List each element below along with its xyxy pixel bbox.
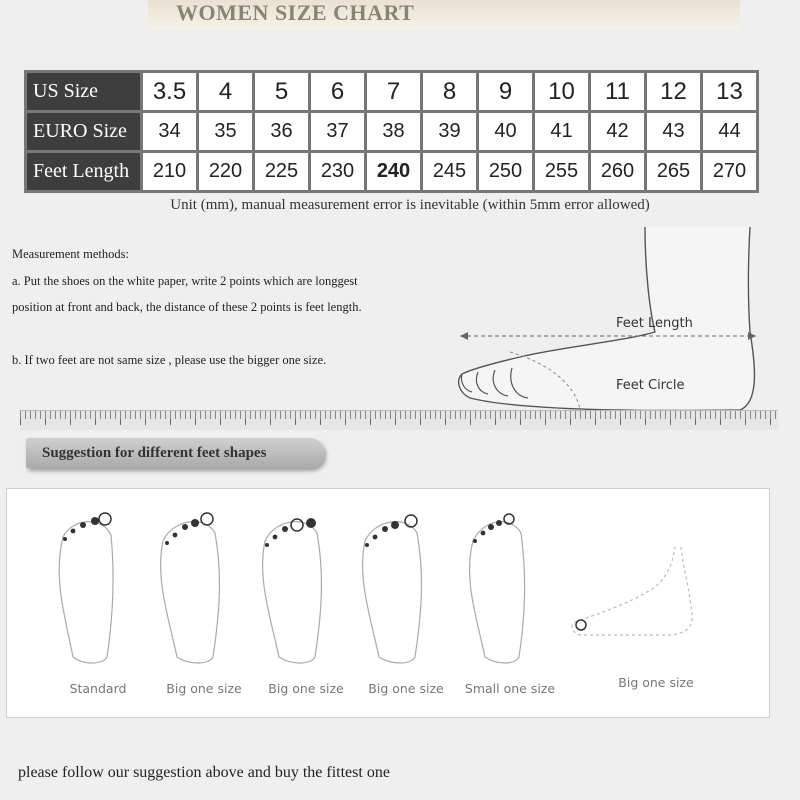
size-cell: 8 bbox=[422, 72, 478, 112]
foot-outline-icon bbox=[43, 507, 133, 667]
shape-caption: Big one size bbox=[268, 681, 344, 696]
size-cell: 40 bbox=[478, 112, 534, 152]
footer-text: please follow our suggestion above and buy the fittest one bbox=[18, 764, 390, 781]
size-cell: 5 bbox=[254, 72, 310, 112]
shape-caption: Big one size bbox=[368, 681, 444, 696]
row-header: US Size bbox=[26, 72, 142, 112]
size-cell: 210 bbox=[142, 152, 198, 192]
size-table bbox=[24, 70, 759, 193]
size-cell: 260 bbox=[590, 152, 646, 192]
foot-outline-icon bbox=[455, 507, 545, 667]
method-a-line2: position at front and back, the distance of these 2 points is feet length. bbox=[12, 300, 362, 314]
size-cell: 36 bbox=[254, 112, 310, 152]
size-cell: 225 bbox=[254, 152, 310, 192]
size-cell: 7 bbox=[366, 72, 422, 112]
methods-heading: Measurement methods: bbox=[12, 247, 129, 261]
foot-shape-small bbox=[455, 489, 565, 719]
side-foot-illustration bbox=[450, 222, 770, 412]
feet-length-label: Feet Length bbox=[616, 316, 693, 331]
method-a-line1: a. Put the shoes on the white paper, write 2 points which are longgest bbox=[12, 274, 358, 288]
size-row-fl bbox=[26, 152, 758, 192]
size-cell: 34 bbox=[142, 112, 198, 152]
size-cell: 270 bbox=[702, 152, 758, 192]
suggestion-heading: Suggestion for different feet shapes bbox=[26, 438, 324, 468]
shape-caption: Small one size bbox=[464, 681, 556, 696]
size-cell: 3.5 bbox=[142, 72, 198, 112]
foot-outline-icon bbox=[149, 507, 239, 667]
size-cell: 255 bbox=[534, 152, 590, 192]
size-cell: 38 bbox=[366, 112, 422, 152]
size-cell: 12 bbox=[646, 72, 702, 112]
page-title: WOMEN SIZE CHART bbox=[148, 0, 740, 30]
size-cell: 9 bbox=[478, 72, 534, 112]
shape-caption: Big one size bbox=[618, 675, 694, 690]
size-cell: 37 bbox=[310, 112, 366, 152]
foot-shape-standard bbox=[43, 489, 153, 719]
foot-shape-side bbox=[601, 489, 741, 719]
size-cell: 10 bbox=[534, 72, 590, 112]
size-cell: 42 bbox=[590, 112, 646, 152]
size-cell: 13 bbox=[702, 72, 758, 112]
foot-outline-icon bbox=[351, 507, 441, 667]
size-cell: 43 bbox=[646, 112, 702, 152]
size-cell: 44 bbox=[702, 112, 758, 152]
size-row-eu bbox=[26, 112, 758, 152]
size-cell: 11 bbox=[590, 72, 646, 112]
size-cell: 250 bbox=[478, 152, 534, 192]
feet-shapes-panel bbox=[6, 488, 770, 718]
shape-caption: Standard bbox=[69, 681, 127, 696]
size-cell: 240 bbox=[366, 152, 422, 192]
size-cell: 245 bbox=[422, 152, 478, 192]
method-b-line: b. If two feet are not same size , please use the bigger one size. bbox=[12, 353, 327, 367]
row-header: EURO Size bbox=[26, 112, 142, 152]
row-header: Feet Length bbox=[26, 152, 142, 192]
foot-measurement-diagram bbox=[450, 222, 770, 417]
feet-circle-label: Feet Circle bbox=[616, 378, 685, 393]
foot-outline-icon bbox=[251, 507, 341, 667]
size-cell: 265 bbox=[646, 152, 702, 192]
size-row-us bbox=[26, 72, 758, 112]
size-cell: 4 bbox=[198, 72, 254, 112]
ruler bbox=[20, 410, 778, 430]
unit-note: Unit (mm), manual measurement error is inevitable (within 5mm error allowed) bbox=[170, 197, 650, 213]
size-cell: 230 bbox=[310, 152, 366, 192]
size-cell: 220 bbox=[198, 152, 254, 192]
size-cell: 6 bbox=[310, 72, 366, 112]
side-foot-outline-icon bbox=[571, 507, 721, 647]
size-cell: 39 bbox=[422, 112, 478, 152]
size-cell: 41 bbox=[534, 112, 590, 152]
size-cell: 35 bbox=[198, 112, 254, 152]
shape-caption: Big one size bbox=[166, 681, 242, 696]
